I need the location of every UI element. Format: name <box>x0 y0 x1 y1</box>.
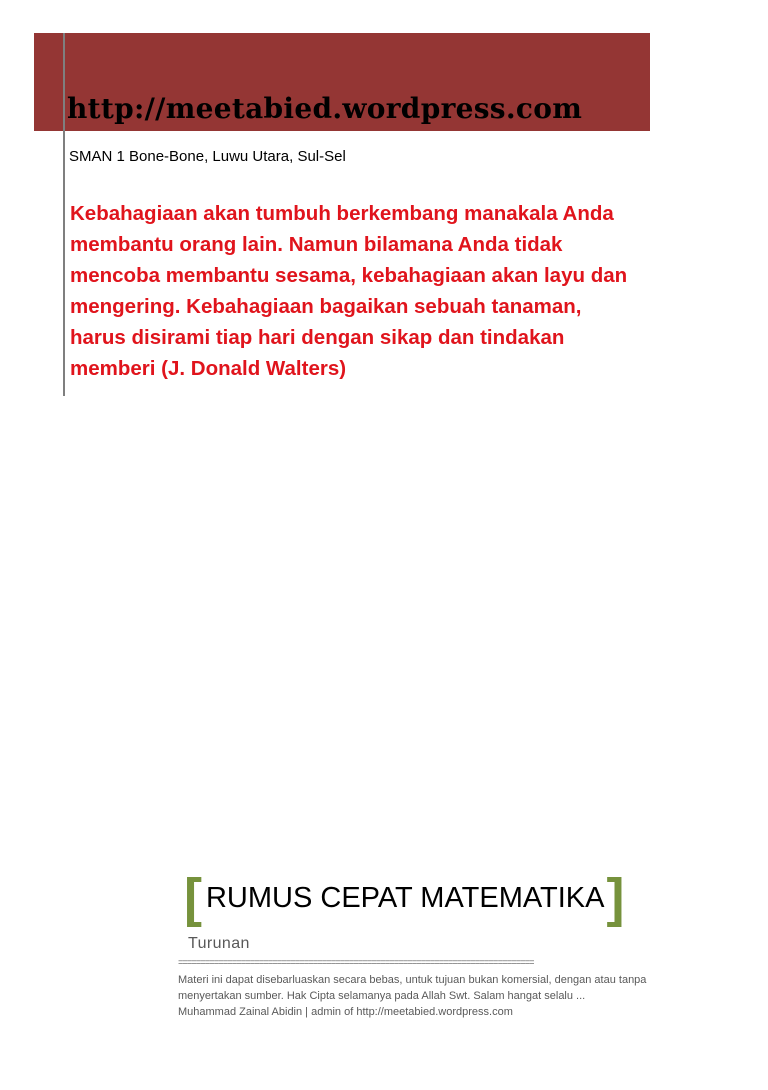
site-url: http://meetabied.wordpress.com <box>67 92 583 125</box>
footer-divider: =============================================================================== <box>178 958 534 968</box>
quote-text: Kebahagiaan akan tumbuh berkembang manakala Anda membantu orang lain. Namun bilamana Anda tidak mencoba membantu sesama, kebahagiaan akan layu dan mengering. Kebahagiaan bagaikan sebuah tanaman, harus disirami tiap hari dengan sikap dan tindakan memberi (J. Donald Walters) <box>70 202 628 380</box>
school-name: SMAN 1 Bone-Bone, Luwu Utara, Sul-Sel <box>69 148 346 165</box>
footer-line-2: menyertakan sumber. Hak Cipta selamanya pada Allah Swt. Salam hangat selalu ... <box>178 990 586 1002</box>
footer-note <box>178 972 698 1020</box>
footer-line-1: Materi ini dapat disebarluaskan secara bebas, untuk tujuan bukan komersial, dengan atau tanpa <box>178 974 647 986</box>
bracket-open: [ <box>184 868 202 928</box>
footer-line-3: Muhammad Zainal Abidin | admin of http://meetabied.wordpress.com <box>178 1006 513 1018</box>
bracket-close: ] <box>606 868 625 928</box>
left-vertical-rule <box>63 33 65 396</box>
document-title: RUMUS CEPAT MATEMATIKA <box>205 882 605 914</box>
document-subtitle: Turunan <box>188 935 250 952</box>
cover-title <box>184 868 624 928</box>
